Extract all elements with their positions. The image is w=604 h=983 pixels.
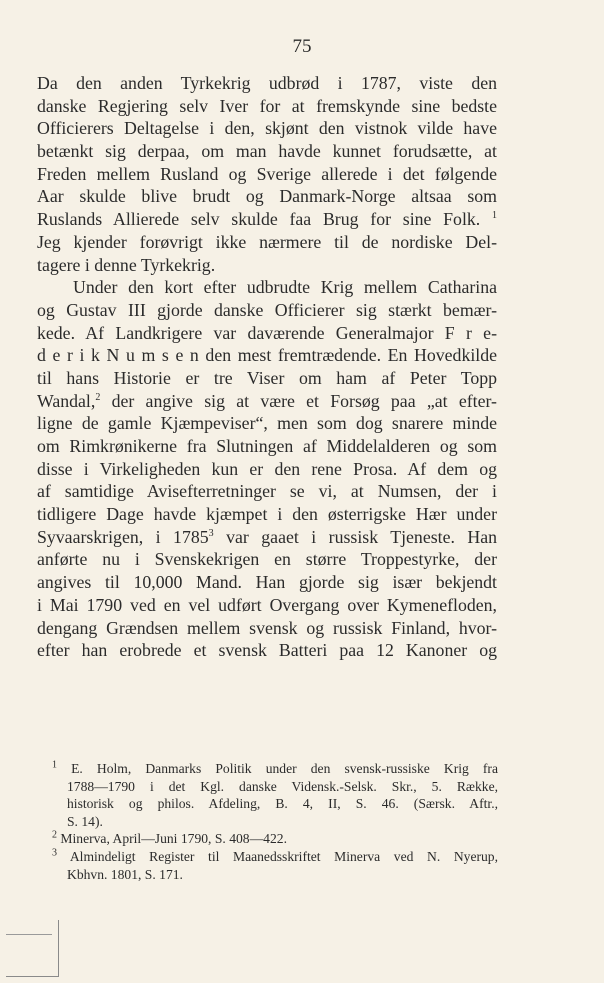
- text-line: tidligere Dage havde kjæmpet i den østerrigske Hær under: [37, 504, 497, 525]
- text-line: Da den anden Tyrkekrig udbrød i 1787, viste den: [37, 73, 497, 93]
- footnote-text: Almindeligt Register til Maanedsskriftet Minerva ved N. Nyerup,: [69, 848, 498, 864]
- text-line: [37, 526, 497, 549]
- text-line: Under den kort efter udbrudte Krig mellem Catharina: [73, 277, 497, 298]
- text-line: ligne de gamle Kjæmpeviser“, men som dog snarere minde: [37, 413, 497, 434]
- text-line: af samtidige Avisefterretninger se vi, at Numsen, der i: [37, 481, 497, 502]
- footnote-ref: 2: [95, 391, 101, 403]
- footnote-line: Kbhvn. 1801, S. 171.: [67, 866, 183, 882]
- text-segment: Wandal,: [37, 390, 96, 411]
- footnote-line: S. 14).: [67, 813, 103, 829]
- text-line: Jeg kjender forøvrigt ikke nærmere til de nordiske Del-: [37, 231, 497, 252]
- footnote-text: Minerva, April—Juni 1790, S. 408—422.: [60, 831, 287, 847]
- footnote-mark: 2: [52, 829, 57, 841]
- text-line: og Gustav III gjorde danske Officierer sig stærkt bemær-: [37, 299, 497, 320]
- text-segment: Ruslands Allierede selv skulde faa Brug for sine Folk.: [37, 209, 481, 230]
- text-line: efter han erobrede et svensk Batteri paa 12 Kanoner og: [37, 640, 497, 661]
- text-line: Officierers Deltagelse i den, skjønt den vistnok vilde have: [37, 118, 497, 139]
- text-line: d e r i k N u m s e n den mest fremtrædende. En Hovedkilde: [37, 345, 497, 366]
- body-text: [37, 72, 497, 662]
- footnotes: [52, 760, 498, 883]
- footnote-mark: 1: [52, 759, 57, 771]
- text-line: om Rimkrønikerne fra Slutningen af Middelalderen og som: [37, 436, 497, 456]
- text-line: tagere i denne Tyrkekrig.: [37, 254, 216, 275]
- text-segment: var gaaet i russisk Tjeneste. Han: [226, 526, 498, 547]
- footnote: [52, 760, 498, 778]
- text-line: [37, 390, 497, 413]
- text-line: dengang Grændsen mellem svensk og russisk Finland, hvor-: [37, 617, 497, 638]
- text-line: til hans Historie er tre Viser om ham af Peter Topp: [37, 367, 497, 388]
- text-line: danske Regjering selv Iver for at fremskynde sine bedste: [37, 95, 497, 116]
- page-edge-rule: [6, 934, 52, 935]
- text-line: anførte nu i Svenskekrigen en større Troppestyrke, der: [37, 549, 497, 570]
- footnote: [52, 830, 498, 848]
- footnote-line: historisk og philos. Afdeling, B. 4, II, S. 46. (Særsk. Aftr.,: [67, 796, 498, 812]
- footnote-line: 1788—1790 i det Kgl. danske Vidensk.-Selsk. Skr., 5. Række,: [67, 778, 498, 794]
- text-line: Aar skulde blive brudt og Danmark-Norge altsaa som: [37, 186, 497, 207]
- footnote-ref: 1: [492, 210, 497, 222]
- footnote-text: E. Holm, Danmarks Politik under den svensk-russiske Krig fra: [71, 761, 498, 776]
- page-edge-mark: [6, 920, 59, 977]
- footnote-mark: 3: [52, 847, 57, 859]
- text-segment: Syvaarskrigen, i 1785: [37, 526, 209, 547]
- text-line: kede. Af Landkrigere var daværende Generalmajor F r e-: [37, 322, 497, 343]
- text-line: disse i Virkeligheden kun er den rene Prosa. Af dem og: [37, 458, 497, 479]
- text-line: angives til 10,000 Mand. Han gjorde sig især bekjendt: [37, 572, 497, 593]
- footnote-ref: 3: [208, 527, 214, 539]
- footnote: [52, 848, 498, 866]
- text-line: Freden mellem Rusland og Sverige allerede i det følgende: [37, 163, 497, 184]
- text-line: i Mai 1790 ved en vel udført Overgang over Kymenefloden,: [37, 594, 497, 615]
- text-line: betænkt sig derpaa, om man havde kunnet forudsætte, at: [37, 141, 497, 162]
- text-segment: der angive sig at være et Forsøg paa „at efter-: [111, 390, 497, 411]
- page-number: 75: [292, 36, 312, 57]
- text-line: [37, 208, 497, 231]
